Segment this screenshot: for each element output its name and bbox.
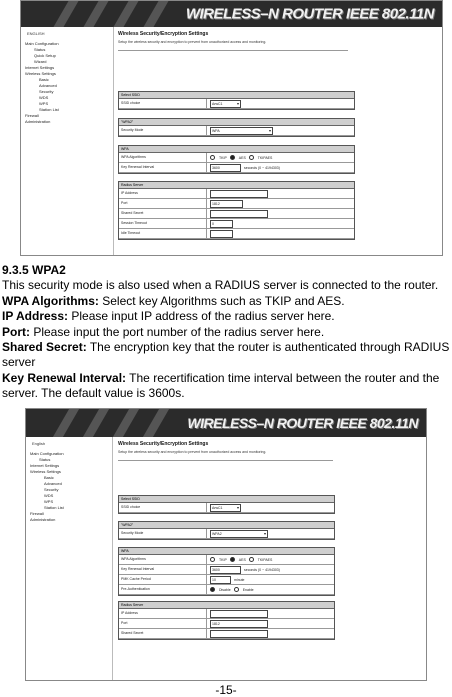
preauth-disable-label: Disable xyxy=(219,587,231,592)
ip-address-input[interactable] xyxy=(210,610,268,618)
wpa-section xyxy=(118,145,355,174)
pmk-cache-label: PMK Cache Period xyxy=(119,575,207,584)
key-renewal-label: Key Renewal Interval xyxy=(119,565,207,574)
section-header: "WPA2" xyxy=(119,522,334,529)
security-mode-section xyxy=(118,118,355,137)
preauth-enable-label: Enable xyxy=(242,587,254,592)
definition: Select key Algorithms such as TKIP and AES. xyxy=(98,293,345,308)
shared-secret-input[interactable] xyxy=(210,630,268,638)
shared-secret-label: Shared Secret xyxy=(119,209,207,218)
page-description: Setup the wireless security and encryption to prevent from unauthorized access and monitoring. xyxy=(118,450,267,454)
security-mode-select[interactable]: WPA ▾ xyxy=(210,127,273,135)
banner-title: WIRELESS–N ROUTER IEEE 802.11N xyxy=(187,415,418,431)
aes-label: AES xyxy=(238,557,246,562)
ssid-label: SSID choice xyxy=(119,503,207,512)
section-header: "WPA2" xyxy=(119,119,354,126)
radius-section xyxy=(118,601,335,640)
definition: The recertification time interval between the router and the server. The default value is 3600s. xyxy=(2,370,440,401)
definition-key-renewal xyxy=(2,371,450,402)
pmk-cache-input[interactable]: 10 xyxy=(210,576,231,584)
section-header: Select SSID xyxy=(119,496,334,503)
security-mode-select[interactable]: WPA2 ▾ xyxy=(210,530,268,538)
nav-item[interactable]: Advanced xyxy=(44,481,62,486)
idle-timeout-input[interactable] xyxy=(210,230,233,238)
router-banner xyxy=(26,409,426,437)
nav-item[interactable]: WDS xyxy=(44,493,54,498)
shared-secret-input[interactable] xyxy=(210,210,268,218)
tkip-label: TKIP xyxy=(219,155,227,160)
select-ssid-section xyxy=(118,495,335,514)
nav-item[interactable]: Firewall xyxy=(30,511,44,516)
ssid-select[interactable]: ArwC1 ▾ xyxy=(210,100,241,108)
nav-item[interactable]: WPS xyxy=(39,101,49,106)
nav-item[interactable]: Administration xyxy=(25,119,51,124)
pre-auth-label: Pre-Authentication xyxy=(119,585,207,594)
sidebar xyxy=(21,27,114,255)
security-mode-label: Security Mode xyxy=(119,126,207,135)
ssid-select[interactable]: ArwC1 ▾ xyxy=(210,504,241,512)
key-renewal-unit: seconds (0 ~ 4194303) xyxy=(244,165,280,170)
main-panel xyxy=(118,441,418,676)
tkip-radio[interactable] xyxy=(210,557,215,562)
section-header: WPA xyxy=(119,548,334,555)
section-header: Radius Server xyxy=(119,602,334,609)
nav-item[interactable]: Internet Settings xyxy=(30,463,60,468)
definition: Please input IP address of the radius server here. xyxy=(68,309,335,324)
page-description: Setup the wireless security and encryption to prevent from unauthorized access and monitoring. xyxy=(118,40,267,44)
section-header: Radius Server xyxy=(119,182,354,189)
nav-item[interactable]: Wizard xyxy=(34,59,47,64)
key-renewal-input[interactable]: 3600 xyxy=(210,164,241,172)
nav-item[interactable]: Main Configuration xyxy=(30,451,64,456)
wpa-algorithms-label: WPA Algorithms xyxy=(119,555,207,564)
preauth-disable-radio[interactable] xyxy=(210,587,215,592)
section-header: Select SSID xyxy=(119,92,354,99)
language-select[interactable]: ENGLISH xyxy=(27,31,45,36)
nav-item[interactable]: Security xyxy=(44,487,59,492)
main-panel xyxy=(118,31,436,251)
definition-shared-secret xyxy=(2,340,450,371)
nav-item[interactable]: Station List xyxy=(44,505,64,510)
term: Key Renewal Interval: xyxy=(2,370,127,385)
tkipaes-label: TKIPAES xyxy=(257,557,273,562)
nav-item[interactable]: Main Configuration xyxy=(25,41,59,46)
tkip-radio[interactable] xyxy=(210,155,215,160)
aes-radio[interactable] xyxy=(230,557,235,562)
key-renewal-input[interactable]: 3600 xyxy=(210,566,241,574)
definition-port xyxy=(2,325,450,340)
key-renewal-unit: seconds (0 ~ 4194303) xyxy=(244,567,280,572)
nav-tree xyxy=(25,41,105,125)
nav-item[interactable]: Security xyxy=(39,89,54,94)
nav-item[interactable]: Administration xyxy=(30,517,56,522)
intro-paragraph: This security mode is also used when a RADIUS server is connected to the router. xyxy=(2,278,439,293)
shared-secret-label: Shared Secret xyxy=(119,629,207,638)
manual-text xyxy=(2,263,450,402)
port-input[interactable]: 1812 xyxy=(210,620,268,628)
aes-radio[interactable] xyxy=(230,155,235,160)
language-select[interactable]: English xyxy=(32,441,46,446)
preauth-enable-radio[interactable] xyxy=(234,587,239,592)
port-input[interactable]: 1812 xyxy=(210,200,243,208)
session-timeout-input[interactable]: 0 xyxy=(210,220,233,228)
nav-item[interactable]: WPS xyxy=(44,499,54,504)
pmk-cache-unit: minute xyxy=(234,577,245,582)
definition-ip-address xyxy=(2,309,450,324)
term: IP Address: xyxy=(2,309,69,324)
nav-item[interactable]: Basic xyxy=(39,77,49,82)
definition: Please input the port number of the radius server here. xyxy=(30,324,325,339)
page-title: Wireless Security/Encryption Settings xyxy=(118,441,209,447)
ip-address-label: IP Address xyxy=(119,609,207,618)
term: Shared Secret: xyxy=(2,340,87,355)
page-title: Wireless Security/Encryption Settings xyxy=(118,31,209,37)
nav-item[interactable]: Station List xyxy=(39,107,59,112)
security-mode-label: Security Mode xyxy=(119,529,207,538)
ssid-label: SSID choice xyxy=(119,99,207,108)
aes-label: AES xyxy=(238,155,246,160)
section-header: WPA xyxy=(119,146,354,153)
sidebar xyxy=(26,437,113,680)
nav-item[interactable]: Basic xyxy=(44,475,54,480)
tkipaes-radio[interactable] xyxy=(249,557,254,562)
wpa-section xyxy=(118,547,335,596)
screenshot-wpa2-settings xyxy=(25,408,427,681)
definition: The encryption key that the router is authenticated through RADIUS server xyxy=(2,340,450,370)
wpa-algorithms-label: WPA Algorithms xyxy=(119,153,207,162)
nav-item[interactable]: Quick Setup xyxy=(34,53,56,58)
tkipaes-radio[interactable] xyxy=(249,155,254,160)
tkip-label: TKIP xyxy=(219,557,227,562)
term: Port: xyxy=(2,324,30,339)
nav-item[interactable]: Internet Settings xyxy=(25,65,55,70)
nav-item[interactable]: Status xyxy=(39,457,51,462)
idle-timeout-label: Idle Timeout xyxy=(119,229,207,238)
security-mode-section xyxy=(118,521,335,540)
session-timeout-label: Session Timeout xyxy=(119,219,207,228)
term: WPA Algorithms: xyxy=(2,293,99,308)
router-banner xyxy=(21,1,442,27)
section-heading: 9.3.5 WPA2 xyxy=(2,263,66,277)
ip-address-input[interactable] xyxy=(210,190,268,198)
banner-title: WIRELESS–N ROUTER IEEE 802.11N xyxy=(185,5,434,23)
nav-tree xyxy=(30,451,110,523)
screenshot-wpa-settings xyxy=(20,0,443,256)
nav-item[interactable]: Advanced xyxy=(39,83,57,88)
nav-item[interactable]: WDS xyxy=(39,95,49,100)
nav-item[interactable]: Wireless Settings xyxy=(25,71,56,76)
page-number: -15- xyxy=(215,683,237,697)
nav-item[interactable]: Status xyxy=(34,47,46,52)
key-renewal-label: Key Renewal Interval xyxy=(119,163,207,172)
ip-address-label: IP Address xyxy=(119,189,207,198)
nav-item[interactable]: Firewall xyxy=(25,113,39,118)
select-ssid-section xyxy=(118,91,355,110)
definition-wpa-algorithms xyxy=(2,294,450,309)
port-label: Port xyxy=(119,619,207,628)
port-label: Port xyxy=(119,199,207,208)
tkipaes-label: TKIPAES xyxy=(257,155,273,160)
nav-item[interactable]: Wireless Settings xyxy=(30,469,61,474)
radius-section xyxy=(118,181,355,240)
